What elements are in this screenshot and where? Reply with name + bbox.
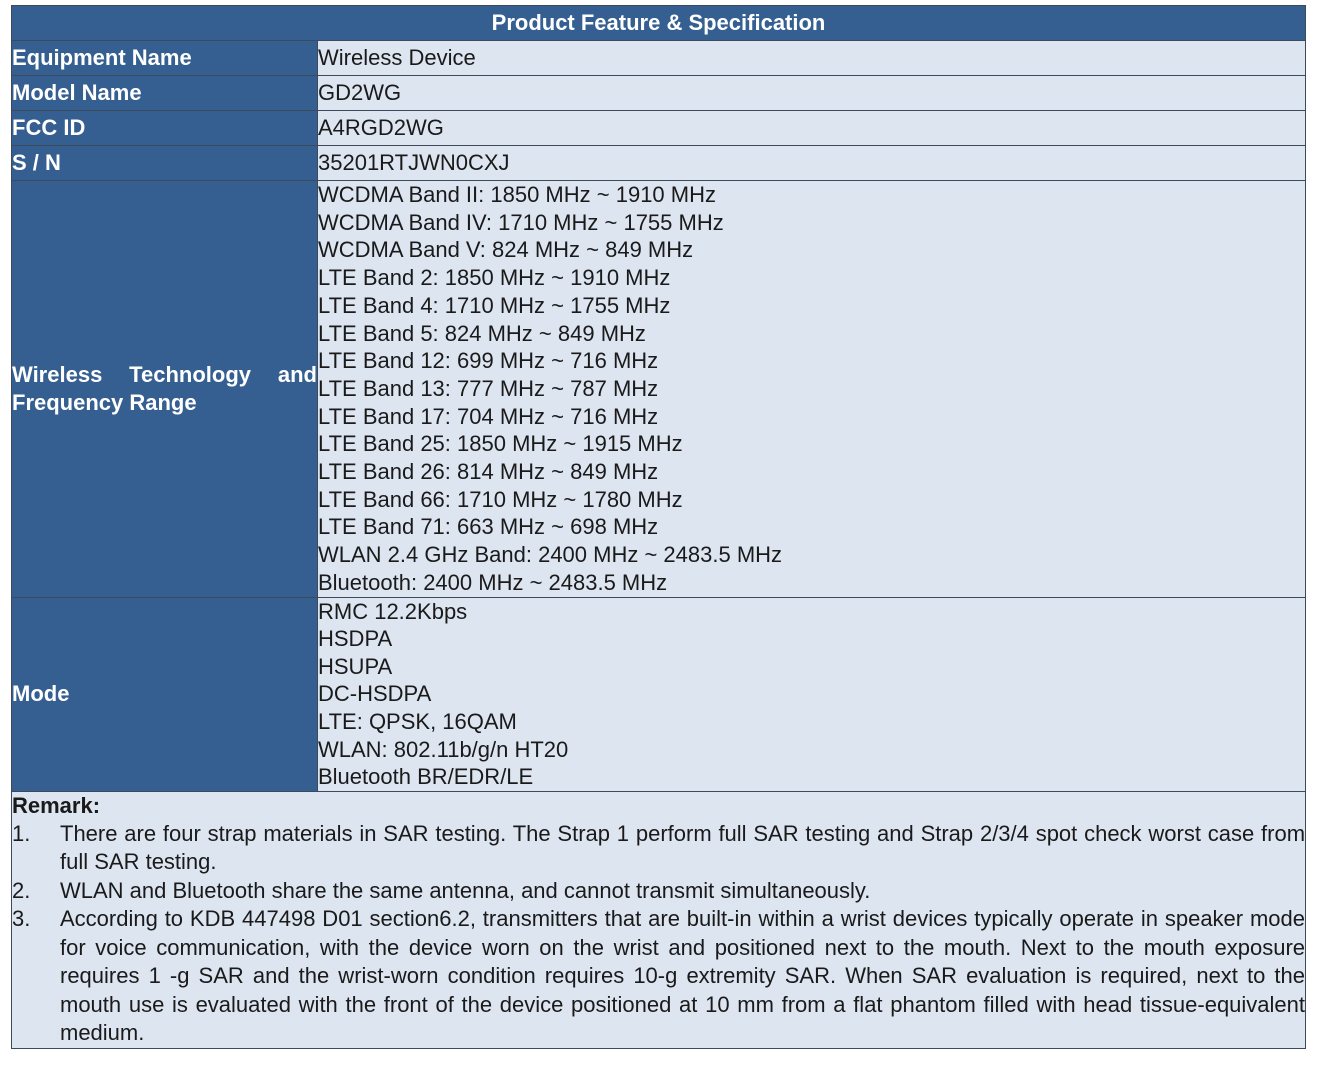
mode-item: Bluetooth BR/EDR/LE: [318, 764, 534, 790]
remark-number: 1.: [12, 820, 31, 846]
remark-text: According to KDB 447498 D01 section6.2, transmitters that are built-in within a wrist devices typically operate in speaker mode for voice communication, with the device worn on the wrist and positioned next to the mouth. Next to the mouth exposure requires 1 -g SAR and the wrist-worn condition requires 10-g extremity SAR. When SAR evaluation is required, next to the mouth use is evaluated with the front of the device positioned at 10 mm from a flat phantom filled with head tissue-equivalent medium.: [60, 906, 1306, 1046]
remark-number: 3.: [12, 906, 31, 932]
frequency-band-item: LTE Band 4: 1710 MHz ~ 1755 MHz: [318, 292, 671, 318]
frequency-band-item: LTE Band 17: 704 MHz ~ 716 MHz: [318, 403, 659, 429]
frequency-band-item: LTE Band 5: 824 MHz ~ 849 MHz: [318, 320, 646, 346]
serial-number-value: 35201RTJWN0CXJ: [318, 146, 1306, 181]
equipment-name-value: Wireless Device: [318, 41, 1306, 76]
frequency-range-label: Wireless Technology and Frequency Range: [12, 181, 318, 598]
mode-item: HSDPA: [318, 626, 393, 652]
mode-item: HSUPA: [318, 653, 393, 679]
frequency-band-item: LTE Band 71: 663 MHz ~ 698 MHz: [318, 514, 659, 540]
frequency-band-list: [318, 181, 1306, 598]
spec-table: [11, 5, 1306, 1049]
remark-item: [12, 820, 1305, 877]
fcc-id-label: FCC ID: [12, 111, 318, 146]
remark-text: WLAN and Bluetooth share the same antenna, and cannot transmit simultaneously.: [60, 877, 871, 903]
title-row: [12, 6, 1306, 41]
mode-item: WLAN: 802.11b/g/n HT20: [318, 736, 569, 762]
table-row: [12, 597, 1306, 791]
frequency-band-item: LTE Band 66: 1710 MHz ~ 1780 MHz: [318, 486, 683, 512]
table-row: [12, 41, 1306, 76]
frequency-band-item: WCDMA Band II: 1850 MHz ~ 1910 MHz: [318, 182, 716, 207]
fcc-id-value: A4RGD2WG: [318, 111, 1306, 146]
frequency-band-item: WCDMA Band V: 824 MHz ~ 849 MHz: [318, 237, 694, 263]
remark-number: 2.: [12, 877, 31, 903]
frequency-band-item: Bluetooth: 2400 MHz ~ 2483.5 MHz: [318, 569, 668, 595]
frequency-band-item: WCDMA Band IV: 1710 MHz ~ 1755 MHz: [318, 209, 724, 235]
equipment-name-label: Equipment Name: [12, 41, 318, 76]
remark-section: [12, 791, 1306, 1048]
remark-text: There are four strap materials in SAR testing. The Strap 1 perform full SAR testing and Strap 2/3/4 spot check worst case from full SAR testing.: [60, 820, 1306, 875]
table-row: [12, 181, 1306, 598]
table-row: [12, 111, 1306, 146]
mode-item: RMC 12.2Kbps: [318, 598, 468, 624]
table-title: Product Feature & Specification: [12, 6, 1306, 41]
frequency-band-item: LTE Band 12: 699 MHz ~ 716 MHz: [318, 348, 659, 374]
remark-row: [12, 791, 1306, 1048]
serial-number-label: S / N: [12, 146, 318, 181]
mode-item: LTE: QPSK, 16QAM: [318, 708, 517, 734]
remark-item: [12, 905, 1305, 1048]
frequency-band-item: WLAN 2.4 GHz Band: 2400 MHz ~ 2483.5 MHz: [318, 542, 783, 568]
mode-item: DC-HSDPA: [318, 681, 432, 707]
table-row: [12, 76, 1306, 111]
frequency-band-item: LTE Band 25: 1850 MHz ~ 1915 MHz: [318, 431, 683, 457]
spec-table-container: [11, 5, 1305, 1049]
table-row: [12, 146, 1306, 181]
mode-label: Mode: [12, 597, 318, 791]
frequency-band-item: LTE Band 26: 814 MHz ~ 849 MHz: [318, 459, 659, 485]
remark-item: [12, 877, 1305, 906]
mode-list: [318, 597, 1306, 791]
model-name-label: Model Name: [12, 76, 318, 111]
model-name-value: GD2WG: [318, 76, 1306, 111]
frequency-band-item: LTE Band 13: 777 MHz ~ 787 MHz: [318, 375, 659, 401]
remark-title: Remark:: [12, 792, 101, 818]
frequency-band-item: LTE Band 2: 1850 MHz ~ 1910 MHz: [318, 265, 671, 291]
